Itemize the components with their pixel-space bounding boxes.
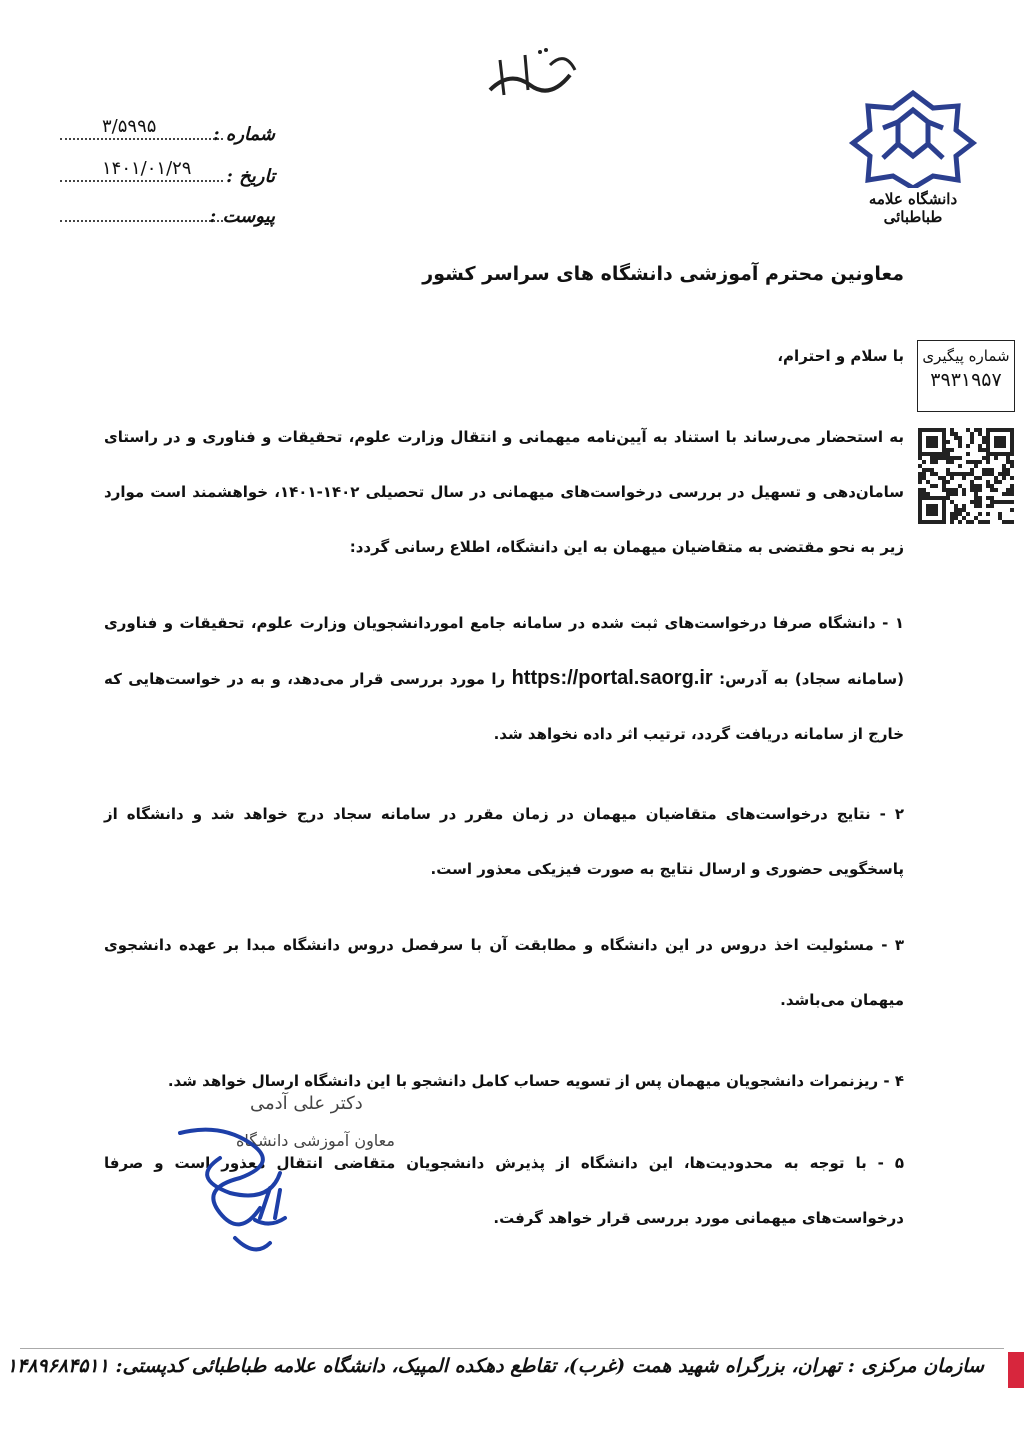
intro-paragraph: به استحضار می‌رساند با استناد به آیین‌نامه میهمانی و انتقال وزارت علوم، تحقیقات و فناوری و در راستای سامان‌دهی و تسهیل در بررسی درخواست‌های میهمانی در سال تحصیلی ۱۴۰۲-۱۴۰۱، خواهشمند است موارد زیر به نحو مقتضی به متقاضیان میهمان به این دانشگاه، اطلاع رسانی گردد:	[104, 428, 904, 556]
handwritten-signature	[160, 1118, 330, 1268]
date-label: تاریخ :	[226, 166, 275, 187]
letter-attachment-field	[60, 206, 275, 234]
portal-url: https://portal.saorg.ir	[511, 667, 713, 689]
item-1-text-after: را مورد بررسی قرار می‌دهد، و به در خواست‌هایی که خارج از سامانه دریافت گردد، ترتیب اثر داده نخواهد شد.	[104, 670, 904, 743]
signatory-title: معاون آموزشی دانشگاه	[236, 1131, 395, 1150]
item-4: ۴ - ریزنمرات دانشجویان میهمان پس از تسویه حساب کامل دانشجو با این دانشگاه ارسال خواهد شد.	[167, 1072, 904, 1090]
number-label: شماره :	[212, 124, 275, 145]
item-2: ۲ - نتایج درخواست‌های متقاضیان میهمان در زمان مقرر در سامانه سجاد درج خواهد شد و دانشگاه از پاسخگویی حضوری و ارسال نتایج به صورت فیزیکی معذور است.	[104, 805, 904, 878]
tracking-label: شماره پیگیری	[922, 347, 1010, 365]
item-1	[104, 596, 904, 762]
addressee-heading: معاونین محترم آموزشی دانشگاه های سراسر کشور	[422, 263, 904, 285]
university-logo-text: دانشگاه علامه طباطبائی	[868, 190, 958, 226]
letter-date-field	[60, 158, 275, 194]
number-value: ۳/۵۹۹۵	[98, 116, 160, 137]
qr-code	[918, 428, 1014, 524]
item-3: ۳ - مسئولیت اخذ دروس در این دانشگاه و مطابقت آن با سرفصل دروس دانشگاه مبدا بر عهده دانشجوی میهمان می‌باشد.	[104, 936, 904, 1009]
bismillah-calligraphy	[470, 40, 590, 110]
letter-number-field	[60, 116, 275, 152]
tracking-number-box	[917, 340, 1015, 412]
footer-divider	[20, 1348, 1004, 1349]
signatory-name: دکتر علی آدمی	[250, 1093, 363, 1114]
footer-address-text: سازمان مرکزی : تهران، بزرگراه شهید همت (غرب)، تقاطع دهکده المپیک، دانشگاه علامه طباطبائی کدپستی: ۱۴۸۹۶۸۴۵۱۱	[6, 1355, 984, 1377]
attachment-label: پیوست :	[209, 206, 275, 227]
accent-bar	[1008, 1352, 1024, 1388]
footer-address	[0, 1355, 984, 1377]
date-value: ۱۴۰۱/۰۱/۲۹	[98, 158, 195, 179]
item-1-text-before: ۱ - دانشگاه صرفا درخواست‌های ثبت شده در سامانه جامع اموردانشجویان وزارت علوم، تحقیقات و فناوری (سامانه سجاد) به آدرس:	[104, 614, 904, 688]
tracking-value: ۳۹۳۱۹۵۷	[930, 369, 1002, 391]
greeting: با سلام و احترام،	[777, 347, 904, 365]
item-5: ۵ - با توجه به محدودیت‌ها، این دانشگاه از پذیرش دانشجویان متقاضی انتقال معذور است و صرفا درخواست‌های میهمانی مورد بررسی قرار خواهد گرفت.	[104, 1154, 904, 1227]
